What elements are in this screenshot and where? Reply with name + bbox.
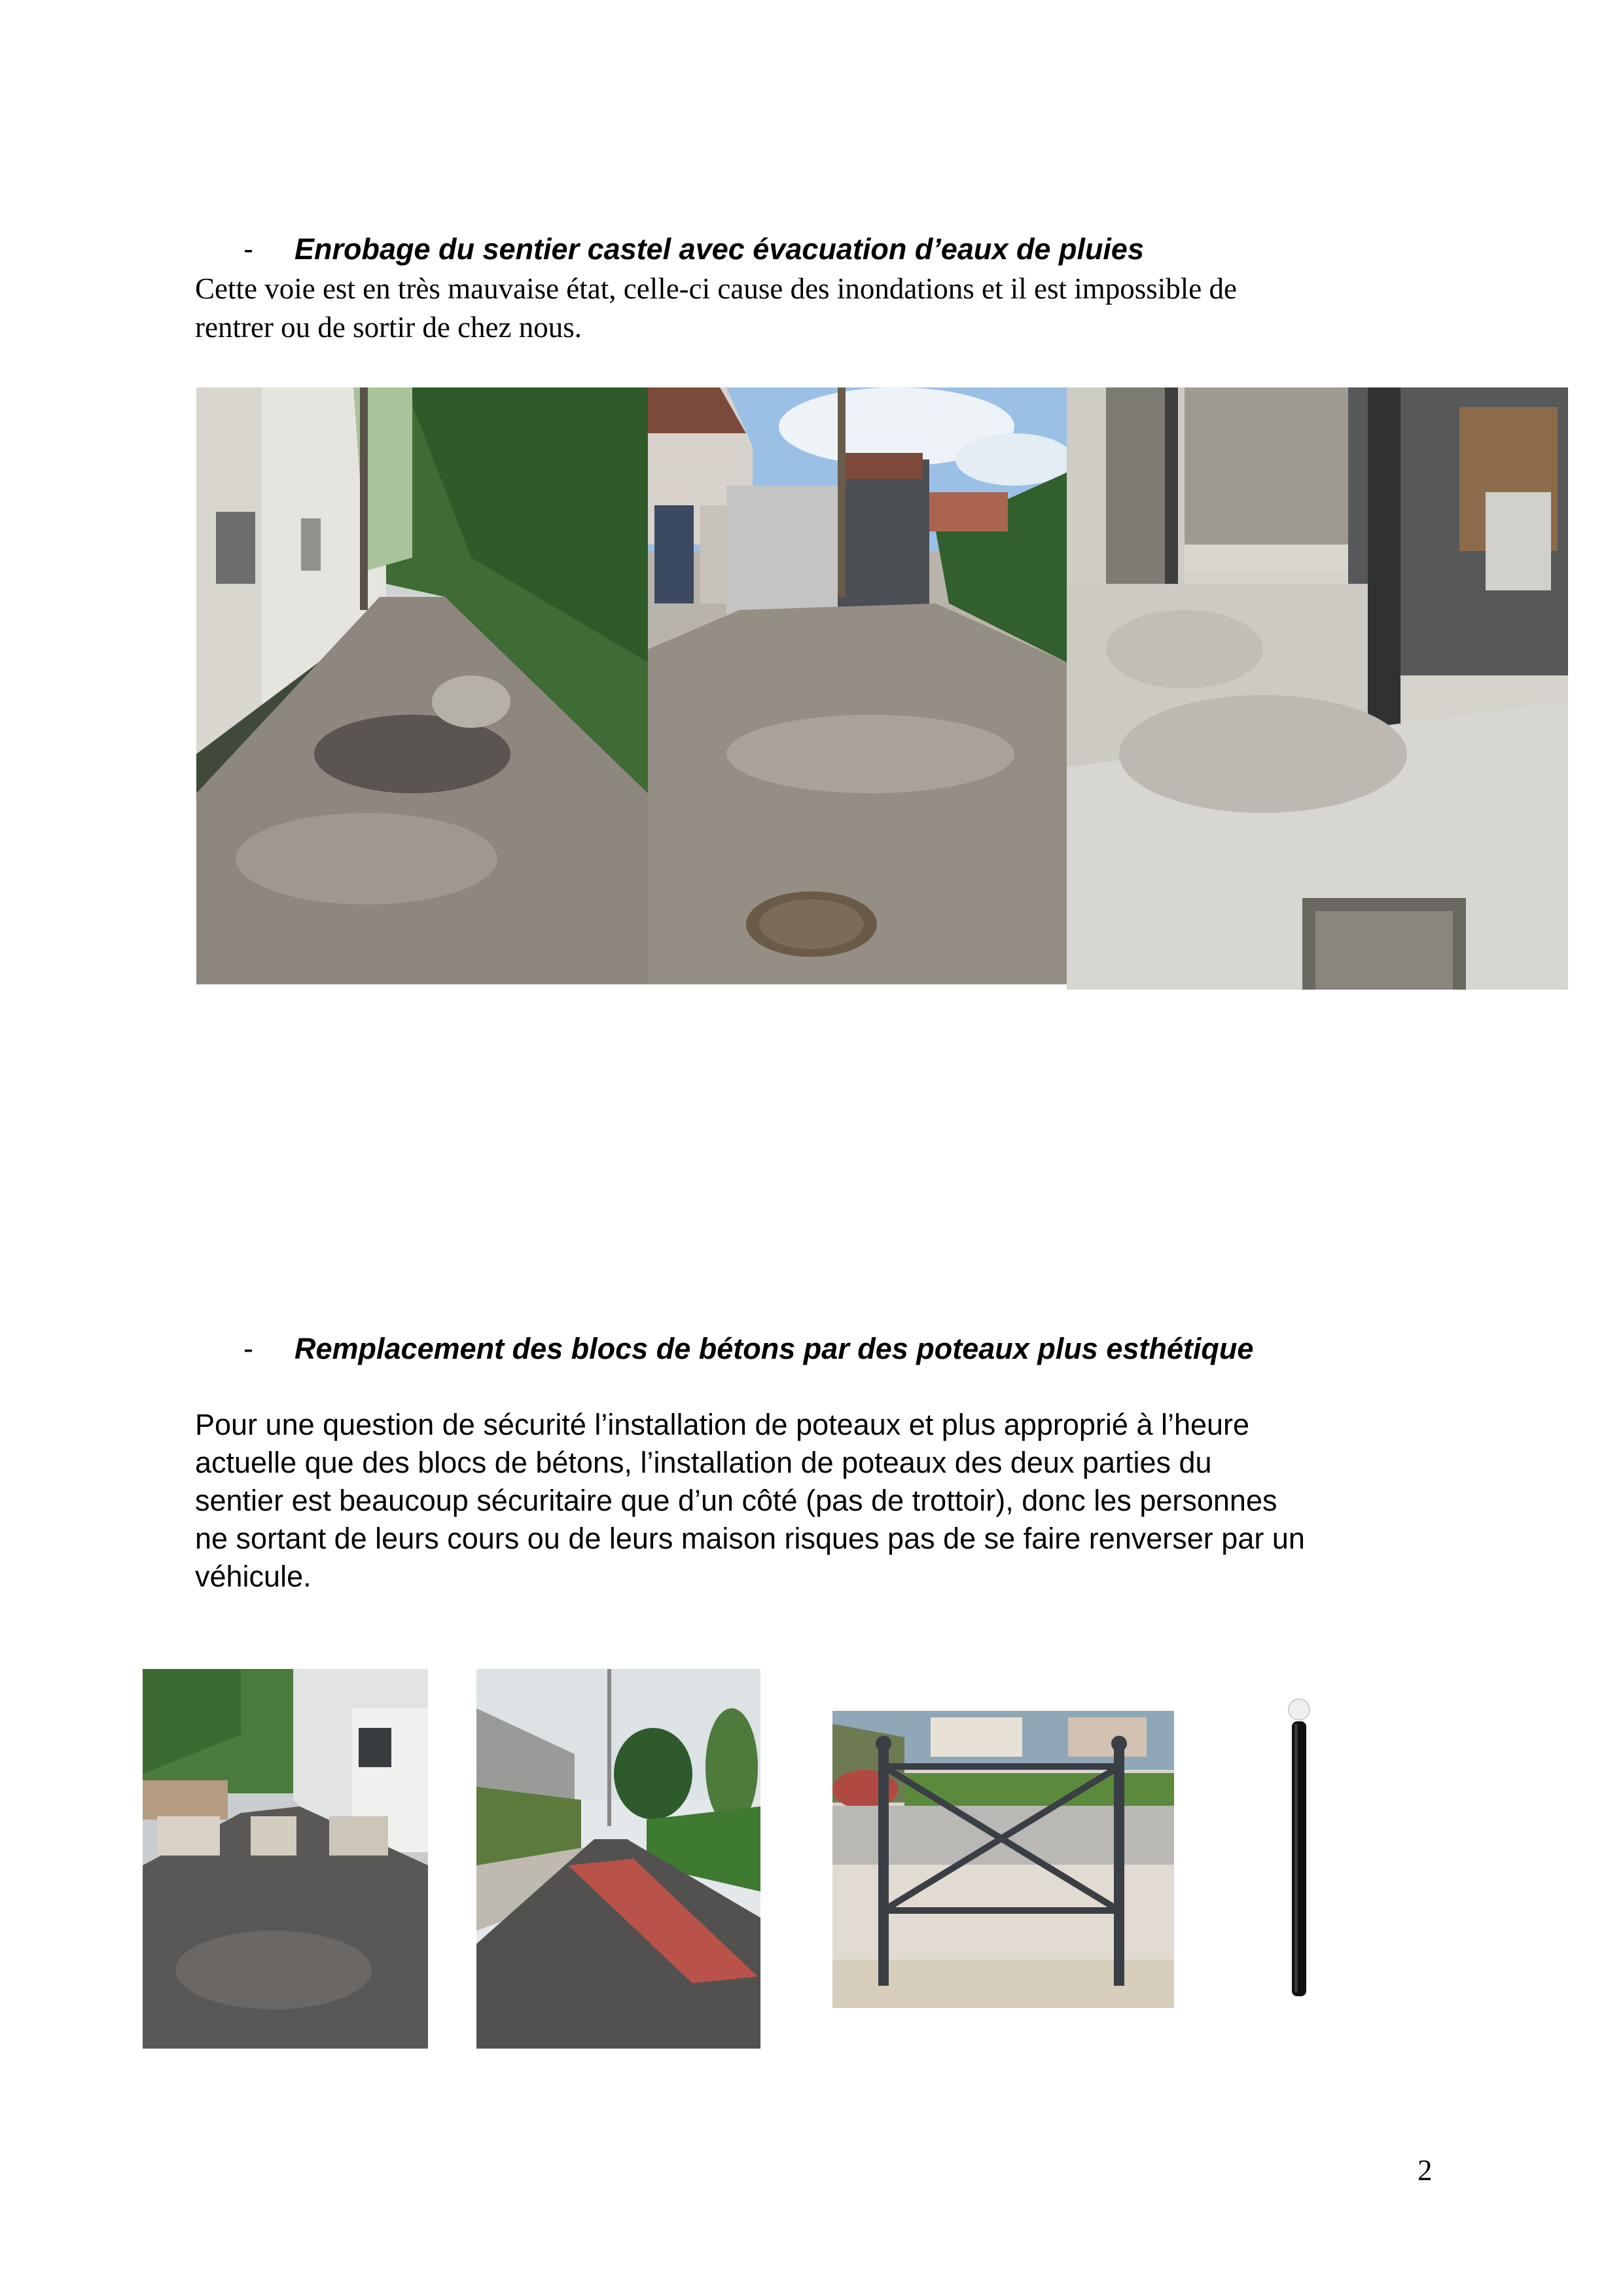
gravel-alley-photo xyxy=(648,387,1067,984)
section-1-heading: Enrobage du sentier castel avec évacuation d’eaux de pluies xyxy=(294,232,1144,266)
flooded-interior-photo xyxy=(1067,387,1568,990)
paragraph-line: rentrer ou de sortir de chez nous. xyxy=(195,311,582,344)
paragraph-line: actuelle que des blocs de bétons, l’installation de poteaux des deux parties du xyxy=(195,1446,1212,1479)
flooded-path-photo xyxy=(196,387,648,984)
paragraph-line: véhicule. xyxy=(195,1560,312,1593)
section-2-heading: Remplacement des blocs de bétons par des poteaux plus esthétique xyxy=(294,1332,1254,1365)
metal-barrier-photo xyxy=(832,1711,1174,2008)
bollard-photo xyxy=(1283,1698,1315,2003)
page-number: 2 xyxy=(1418,2154,1433,2187)
section-1-paragraph xyxy=(195,270,1438,347)
paragraph-line: sentier est beaucoup sécuritaire que d’un côté (pas de trottoir), donc les personnes xyxy=(195,1484,1277,1517)
bullet-dash: - xyxy=(243,1332,253,1365)
paragraph-line: ne sortant de leurs cours ou de leurs maison risques pas de se faire renverser par un xyxy=(195,1522,1305,1555)
paragraph-line: Cette voie est en très mauvaise état, celle-ci cause des inondations et il est impossible de xyxy=(195,272,1238,305)
concrete-blocks-photo xyxy=(143,1669,428,2049)
path-entrance-photo xyxy=(476,1669,760,2049)
bullet-dash: - xyxy=(243,232,253,266)
paragraph-line: Pour une question de sécurité l’installation de poteaux et plus approprié à l’heure xyxy=(195,1408,1250,1441)
section-2-paragraph xyxy=(195,1406,1478,1596)
